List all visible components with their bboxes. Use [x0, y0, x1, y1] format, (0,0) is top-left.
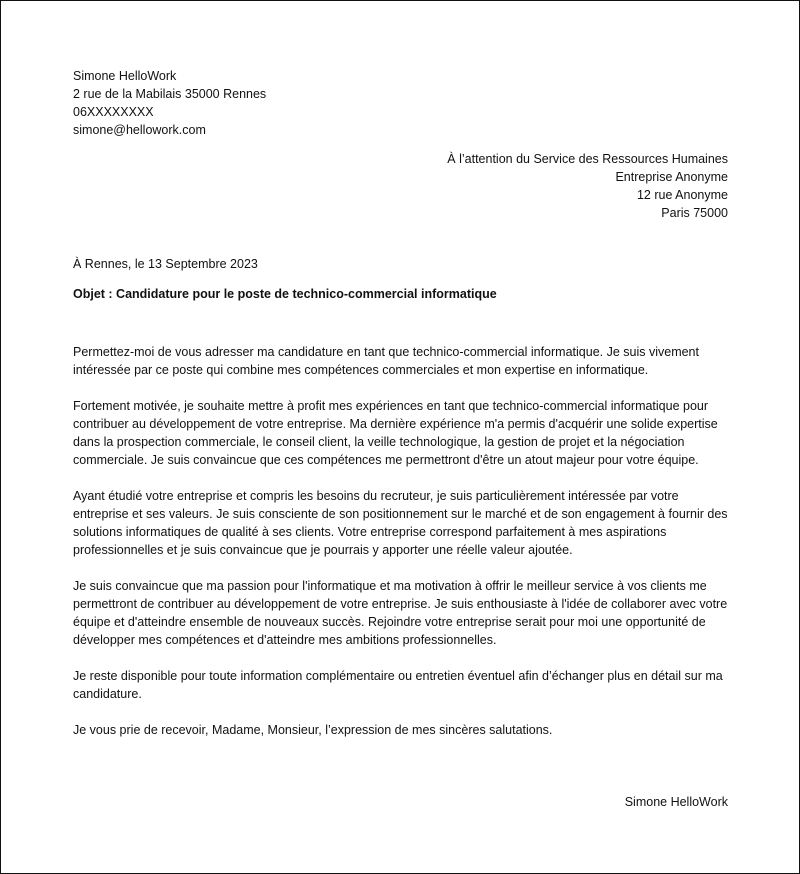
sender-block: [73, 67, 266, 139]
date-line: À Rennes, le 13 Septembre 2023: [73, 257, 258, 271]
body-paragraph: Ayant étudié votre entreprise et compris les besoins du recruteur, je suis particulièrement intéressée par votre entreprise et ses valeurs. Je suis consciente de son positionnement sur le marché et de son engagement à fournir des solutions informatiques de qualité à ses clients. Votre entreprise correspond parfaitement à mes aspirations professionnelles et je suis convaincue que je pourrais y apporter une réelle valeur ajoutée.: [73, 489, 728, 557]
recipient-attention: À l’attention du Service des Ressources Humaines: [447, 152, 728, 166]
recipient-block: [447, 150, 728, 222]
recipient-city: Paris 75000: [661, 206, 728, 220]
body-paragraph: Permettez-moi de vous adresser ma candidature en tant que technico-commercial informatique. Je suis vivement intéressée par ce poste qui combine mes compétences commerciales et mon expertise en informatique.: [73, 345, 699, 377]
body-paragraph: Je suis convaincue que ma passion pour l'informatique et ma motivation à offrir le meilleur service à vos clients me permettront de contribuer au développement de votre entreprise. Je suis enthousiaste à l'idée de collaborer avec votre équipe et d'atteindre ensemble de nouveaux succès. Rejoindre votre entreprise serait pour moi une opportunité de développer mes compétences et d'atteindre mes ambitions professionnelles.: [73, 579, 728, 647]
body-paragraph: Fortement motivée, je souhaite mettre à profit mes expériences en tant que technico-commercial informatique pour contribuer au développement de votre entreprise. Ma dernière expérience m'a permis d'acquérir une solide expertise dans la prospection commerciale, le conseil client, la veille technologique, la gestion de projet et la négociation commerciale. Je suis convaincue que ces compétences me permettront d'être un atout majeur pour votre équipe.: [73, 399, 718, 467]
signature: Simone HelloWork: [624, 795, 728, 809]
sender-email: simone@hellowork.com: [73, 123, 206, 137]
closing-paragraph: Je vous prie de recevoir, Madame, Monsieur, l’expression de mes sincères salutations.: [73, 723, 553, 737]
letter-body: [73, 343, 733, 757]
sender-phone: 06XXXXXXXX: [73, 105, 154, 119]
subject-line: Objet : Candidature pour le poste de technico-commercial informatique: [73, 287, 497, 301]
recipient-company: Entreprise Anonyme: [615, 170, 728, 184]
body-paragraph: Je reste disponible pour toute information complémentaire ou entretien éventuel afin d’échanger plus en détail sur ma candidature.: [73, 669, 723, 701]
sender-name: Simone HelloWork: [73, 69, 177, 83]
recipient-street: 12 rue Anonyme: [636, 188, 728, 202]
sender-address: 2 rue de la Mabilais 35000 Rennes: [73, 87, 267, 101]
